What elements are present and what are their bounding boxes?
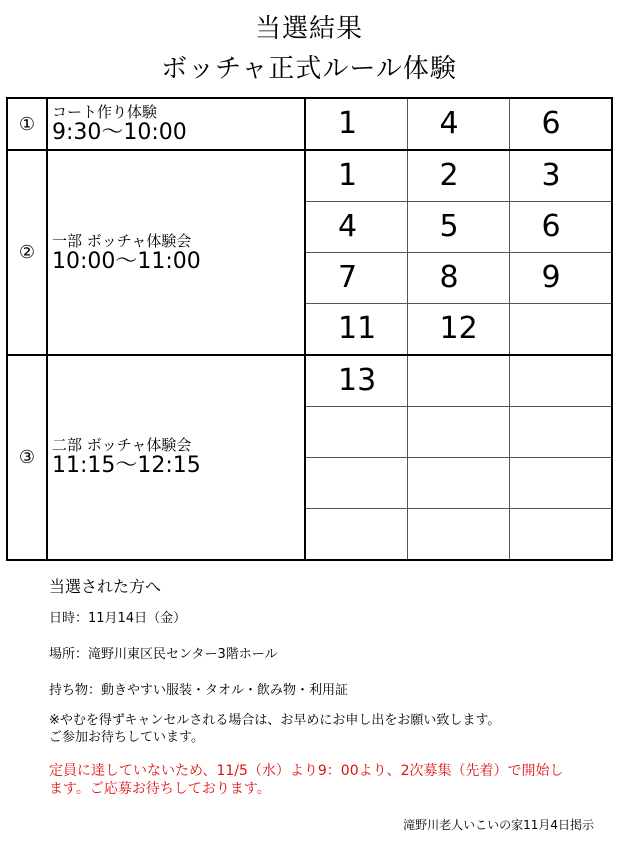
number-cell — [407, 304, 509, 356]
session-marker: ① — [7, 98, 47, 150]
notice-line2: ます。ご応募お待ちしております。 — [49, 781, 271, 797]
session-name: コート作り体験 — [52, 103, 158, 121]
winner-number: 6 — [541, 209, 561, 244]
session-label — [47, 98, 305, 150]
winner-number: 12 — [439, 311, 478, 346]
session-label — [47, 355, 305, 560]
winner-number: 1 — [338, 106, 358, 141]
number-cell — [305, 355, 407, 407]
number-cell — [509, 202, 612, 253]
session-marker: ② — [7, 150, 47, 355]
number-cell — [407, 509, 509, 560]
winner-number: 2 — [439, 158, 459, 193]
winner-number: 11 — [338, 311, 377, 346]
winner-number: 7 — [338, 260, 358, 295]
session-time: 10:00～11:00 — [52, 248, 201, 274]
winner-number: 4 — [439, 106, 459, 141]
session-name: 二部 ボッチャ体験会 — [52, 436, 192, 455]
cancellation-note — [49, 712, 589, 746]
session-time: 9:30～10:00 — [52, 120, 187, 145]
page-subtitle: ボッチャ正式ルール体験 — [161, 54, 457, 84]
event-place: 場所：滝野川東区民センター3階ホール — [49, 647, 278, 662]
cancellation-note-line1: ※やむを得ずキャンセルされる場合は、お早めにお申し出をお願い致します。 — [49, 713, 501, 728]
number-cell — [509, 407, 612, 458]
session-label — [47, 150, 305, 355]
number-cell — [407, 202, 509, 253]
number-cell — [305, 253, 407, 304]
winner-number: 9 — [541, 260, 561, 295]
winner-number: 8 — [439, 260, 459, 295]
number-cell — [509, 458, 612, 509]
number-cell — [407, 150, 509, 202]
results-table — [6, 97, 613, 561]
session-time: 11:15～12:15 — [52, 453, 201, 479]
winner-number: 13 — [338, 363, 377, 398]
number-cell — [407, 355, 509, 407]
table-row — [7, 150, 612, 202]
number-cell — [305, 509, 407, 560]
table-row — [7, 355, 612, 407]
number-cell — [305, 304, 407, 356]
session-name: 一部 ボッチャ体験会 — [52, 231, 192, 250]
winner-number: 6 — [541, 106, 561, 141]
session-marker: ③ — [7, 355, 47, 560]
number-cell — [509, 304, 612, 356]
number-cell — [509, 509, 612, 560]
number-cell — [509, 355, 612, 407]
number-cell — [407, 458, 509, 509]
winner-number: 1 — [338, 158, 358, 193]
number-cell — [407, 98, 509, 150]
number-cell — [509, 253, 612, 304]
number-cell — [407, 253, 509, 304]
second-recruitment-notice — [49, 762, 609, 798]
number-cell — [509, 98, 612, 150]
event-date: 日時：11月14日（金） — [49, 611, 187, 626]
winner-number: 5 — [439, 209, 459, 244]
cancellation-note-line2: ご参加お待ちしています。 — [49, 730, 204, 745]
number-cell — [305, 150, 407, 202]
winners-heading: 当選された方へ — [49, 577, 162, 596]
winner-number: 4 — [338, 209, 358, 244]
posted-notice: 滝野川老人いこいの家11月4日掲示 — [403, 818, 594, 832]
number-cell — [305, 98, 407, 150]
number-cell — [305, 458, 407, 509]
number-cell — [305, 407, 407, 458]
page-title: 当選結果 — [254, 14, 363, 44]
number-cell — [407, 407, 509, 458]
number-cell — [305, 202, 407, 253]
number-cell — [509, 150, 612, 202]
notice-line1: 定員に達していないため、11/5（水）より9：00より、2次募集（先着）で開始し — [49, 763, 564, 779]
table-row — [7, 98, 612, 150]
items-to-bring: 持ち物：動きやすい服装・タオル・飲み物・利用証 — [49, 683, 349, 698]
winner-number: 3 — [541, 158, 561, 193]
